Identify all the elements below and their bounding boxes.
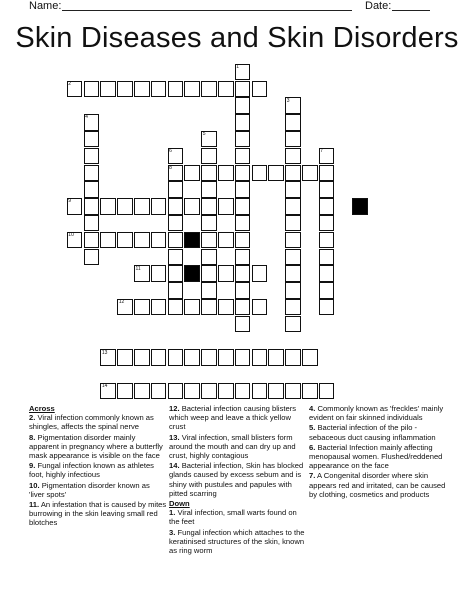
crossword-cell[interactable] <box>134 198 150 215</box>
date-label: Date: <box>365 0 392 12</box>
crossword-cell[interactable] <box>319 215 335 232</box>
crossword-cell[interactable] <box>319 165 335 182</box>
crossword-cell[interactable] <box>84 198 100 215</box>
crossword-cell[interactable] <box>285 165 301 182</box>
crossword-cell[interactable] <box>201 265 217 282</box>
crossword-cell[interactable] <box>201 165 217 182</box>
crossword-cell[interactable] <box>84 215 100 232</box>
crossword-cell[interactable] <box>285 265 301 282</box>
down-heading: Down <box>169 499 190 509</box>
crossword-cell[interactable] <box>218 81 234 98</box>
crossword-cell[interactable] <box>319 299 335 316</box>
crossword-cell[interactable] <box>134 232 150 249</box>
crossword-cell[interactable] <box>252 299 268 316</box>
crossword-cell[interactable] <box>285 148 301 165</box>
crossword-cell[interactable] <box>235 114 251 131</box>
crossword-cell[interactable] <box>151 299 167 316</box>
crossword-cell[interactable] <box>319 232 335 249</box>
crossword-cell[interactable] <box>201 383 217 400</box>
black-square <box>184 265 200 282</box>
crossword-cell[interactable] <box>168 282 184 299</box>
crossword-cell[interactable] <box>252 265 268 282</box>
crossword-cell[interactable] <box>285 198 301 215</box>
crossword-cell[interactable] <box>235 215 251 232</box>
crossword-cell[interactable] <box>285 114 301 131</box>
crossword-cell[interactable] <box>319 198 335 215</box>
crossword-cell[interactable] <box>319 282 335 299</box>
clues-column-2 <box>169 404 307 556</box>
crossword-cell[interactable] <box>84 181 100 198</box>
crossword-cell[interactable] <box>84 81 100 98</box>
clue-number: 10 <box>68 231 74 238</box>
crossword-cell[interactable] <box>235 148 251 165</box>
crossword-cell[interactable] <box>235 265 251 282</box>
crossword-cell[interactable] <box>168 349 184 366</box>
clue-number: 9 <box>68 198 72 205</box>
crossword-cell[interactable] <box>252 383 268 400</box>
clues-column-3 <box>309 404 451 500</box>
crossword-cell[interactable] <box>201 181 217 198</box>
clue-number: 13 <box>101 349 108 356</box>
crossword-cell[interactable] <box>302 349 318 366</box>
crossword-cell[interactable] <box>285 349 301 366</box>
crossword-cell[interactable] <box>235 198 251 215</box>
crossword-cell[interactable] <box>100 232 116 249</box>
down-clue: 1. Viral infection, small warts found on the feet <box>169 508 297 527</box>
crossword-cell[interactable] <box>168 232 184 249</box>
crossword-cell[interactable] <box>201 215 217 232</box>
clue-number: 7 <box>320 147 324 154</box>
crossword-cell[interactable] <box>168 265 184 282</box>
crossword-cell[interactable] <box>319 265 335 282</box>
crossword-cell[interactable] <box>285 249 301 266</box>
crossword-cell[interactable] <box>184 349 200 366</box>
black-square <box>352 198 368 215</box>
clue-number: 4 <box>85 114 88 121</box>
crossword-cell[interactable] <box>218 349 234 366</box>
crossword-cell[interactable] <box>285 299 301 316</box>
down-clue: 7. A Congenital disorder where skin appears red and irritated, can be caused by clothing, cosmetics and products <box>309 471 446 499</box>
crossword-cell[interactable] <box>285 232 301 249</box>
crossword-cell[interactable] <box>117 232 133 249</box>
crossword-cell[interactable] <box>201 349 217 366</box>
crossword-cell[interactable] <box>268 165 284 182</box>
crossword-cell[interactable] <box>235 131 251 148</box>
crossword-cell[interactable] <box>302 383 318 400</box>
crossword-cell[interactable] <box>168 383 184 400</box>
crossword-cell[interactable] <box>235 249 251 266</box>
clue-number: 14 <box>101 383 108 390</box>
crossword-cell[interactable] <box>268 349 284 366</box>
crossword-cell[interactable] <box>319 249 335 266</box>
crossword-cell[interactable] <box>235 299 251 316</box>
crossword-cell[interactable] <box>84 249 100 266</box>
crossword-cell[interactable] <box>117 349 133 366</box>
down-clue: 6. Bacterial Infection mainly affecting menopausal women. Flushed/reddened appearance on the face <box>309 442 443 471</box>
crossword-cell[interactable] <box>168 299 184 316</box>
across-clue: 2. Viral infection commonly known as shingles, affects the spinal nerve <box>29 413 154 432</box>
crossword-cell[interactable] <box>235 232 251 249</box>
crossword-cell[interactable] <box>235 181 251 198</box>
crossword-cell[interactable] <box>100 81 116 98</box>
crossword-cell[interactable] <box>184 165 200 182</box>
clue-number: 3 <box>286 97 290 104</box>
crossword-cell[interactable] <box>201 299 217 316</box>
crossword-cell[interactable] <box>134 81 150 98</box>
crossword-cell[interactable] <box>168 249 184 266</box>
crossword-cell[interactable] <box>151 265 167 282</box>
crossword-cell[interactable] <box>218 232 234 249</box>
crossword-cell[interactable] <box>235 316 251 333</box>
down-clue: 4. Commonly known as 'freckles' mainly evident on fair skinned individuals <box>309 404 444 423</box>
crossword-cell[interactable] <box>218 383 234 400</box>
crossword-cell[interactable] <box>151 232 167 249</box>
across-clue: 8. Pigmentation disorder mainly apparent in pregnancy where a butterfly mask appearance is visible on the face <box>29 432 163 461</box>
crossword-cell[interactable] <box>285 282 301 299</box>
crossword-cell[interactable] <box>184 81 200 98</box>
across-heading: Across <box>29 404 55 413</box>
crossword-cell[interactable] <box>268 383 284 400</box>
crossword-cell[interactable] <box>84 165 100 182</box>
across-clue: 10. Pigmentation disorder known as 'liver spots' <box>29 480 150 499</box>
crossword-cell[interactable] <box>302 165 318 182</box>
crossword-cell[interactable] <box>134 299 150 316</box>
crossword-cell[interactable] <box>252 349 268 366</box>
crossword-cell[interactable] <box>134 383 150 400</box>
crossword-cell[interactable] <box>184 383 200 400</box>
across-clue: 13. Viral infection, small blisters form around the mouth and can dry up and crust, highly contagious <box>169 432 296 461</box>
clue-number: 11 <box>135 265 141 272</box>
black-square <box>184 232 200 249</box>
crossword-cell[interactable] <box>151 81 167 98</box>
crossword-cell[interactable] <box>201 198 217 215</box>
down-clue: 5. Bacterial infection of the pilo - sebaceous duct causing inflammation <box>309 423 436 442</box>
crossword-cell[interactable] <box>201 232 217 249</box>
crossword-cell[interactable] <box>252 165 268 182</box>
crossword-cell[interactable] <box>151 349 167 366</box>
clue-number: 2 <box>68 80 72 87</box>
clue-number: 6 <box>169 147 172 154</box>
crossword-cell[interactable] <box>218 299 234 316</box>
clue-number: 1 <box>236 63 240 70</box>
crossword-cell[interactable] <box>218 165 234 182</box>
crossword-cell[interactable] <box>134 349 150 366</box>
crossword-cell[interactable] <box>218 265 234 282</box>
across-clue: 12. Bacterial infection causing blisters which weep and leave a thick yellow crust <box>169 404 297 432</box>
crossword-cell[interactable] <box>117 383 133 400</box>
crossword-cell[interactable] <box>218 198 234 215</box>
crossword-cell[interactable] <box>235 97 251 114</box>
clues-column-1 <box>29 404 167 529</box>
crossword-cell[interactable] <box>184 198 200 215</box>
crossword-cell[interactable] <box>285 383 301 400</box>
crossword-cell[interactable] <box>285 131 301 148</box>
crossword-cell[interactable] <box>285 181 301 198</box>
crossword-cell[interactable] <box>168 215 184 232</box>
crossword-cell[interactable] <box>100 198 116 215</box>
clue-number: 8 <box>169 164 172 171</box>
crossword-cell[interactable] <box>117 198 133 215</box>
crossword-cell[interactable] <box>285 215 301 232</box>
crossword-cell[interactable] <box>151 198 167 215</box>
crossword-cell[interactable] <box>285 316 301 333</box>
crossword-cell[interactable] <box>319 383 335 400</box>
crossword-cell[interactable] <box>201 282 217 299</box>
crossword-cell[interactable] <box>84 131 100 148</box>
crossword-cell[interactable] <box>235 383 251 400</box>
down-clue: 3. Fungal infection which attaches to the keratinised structures of the skin, known as ring worm <box>169 527 305 556</box>
crossword-cell[interactable] <box>201 148 217 165</box>
clue-number: 5 <box>202 131 206 138</box>
crossword-cell[interactable] <box>168 198 184 215</box>
across-clue: 9. Fungal infection known as athletes foot, highly infectious <box>29 461 154 480</box>
name-label: Name: <box>29 0 62 12</box>
crossword-cell[interactable] <box>84 232 100 249</box>
crossword-cell[interactable] <box>117 81 133 98</box>
crossword-cell[interactable] <box>235 282 251 299</box>
crossword-cell[interactable] <box>184 299 200 316</box>
crossword-cell[interactable] <box>201 249 217 266</box>
crossword-cell[interactable] <box>235 81 251 98</box>
crossword-cell[interactable] <box>168 81 184 98</box>
crossword-cell[interactable] <box>168 181 184 198</box>
crossword-cell[interactable] <box>235 165 251 182</box>
crossword-cell[interactable] <box>84 148 100 165</box>
crossword-cell[interactable] <box>151 383 167 400</box>
crossword-cell[interactable] <box>319 181 335 198</box>
crossword-cell[interactable] <box>235 349 251 366</box>
clue-number: 12 <box>118 299 125 306</box>
across-clue: 11. An infestation that is caused by mites burrowing in the skin leaving small red blotches <box>29 500 167 528</box>
across-clue: 14. Bacterial infection, Skin has blocked glands caused by excess sebum and is shiny with pustules and papules with pitted scarring <box>169 461 304 498</box>
page-title: Skin Diseases and Skin Disorders <box>15 22 459 54</box>
crossword-cell[interactable] <box>201 81 217 98</box>
crossword-cell[interactable] <box>252 81 268 98</box>
